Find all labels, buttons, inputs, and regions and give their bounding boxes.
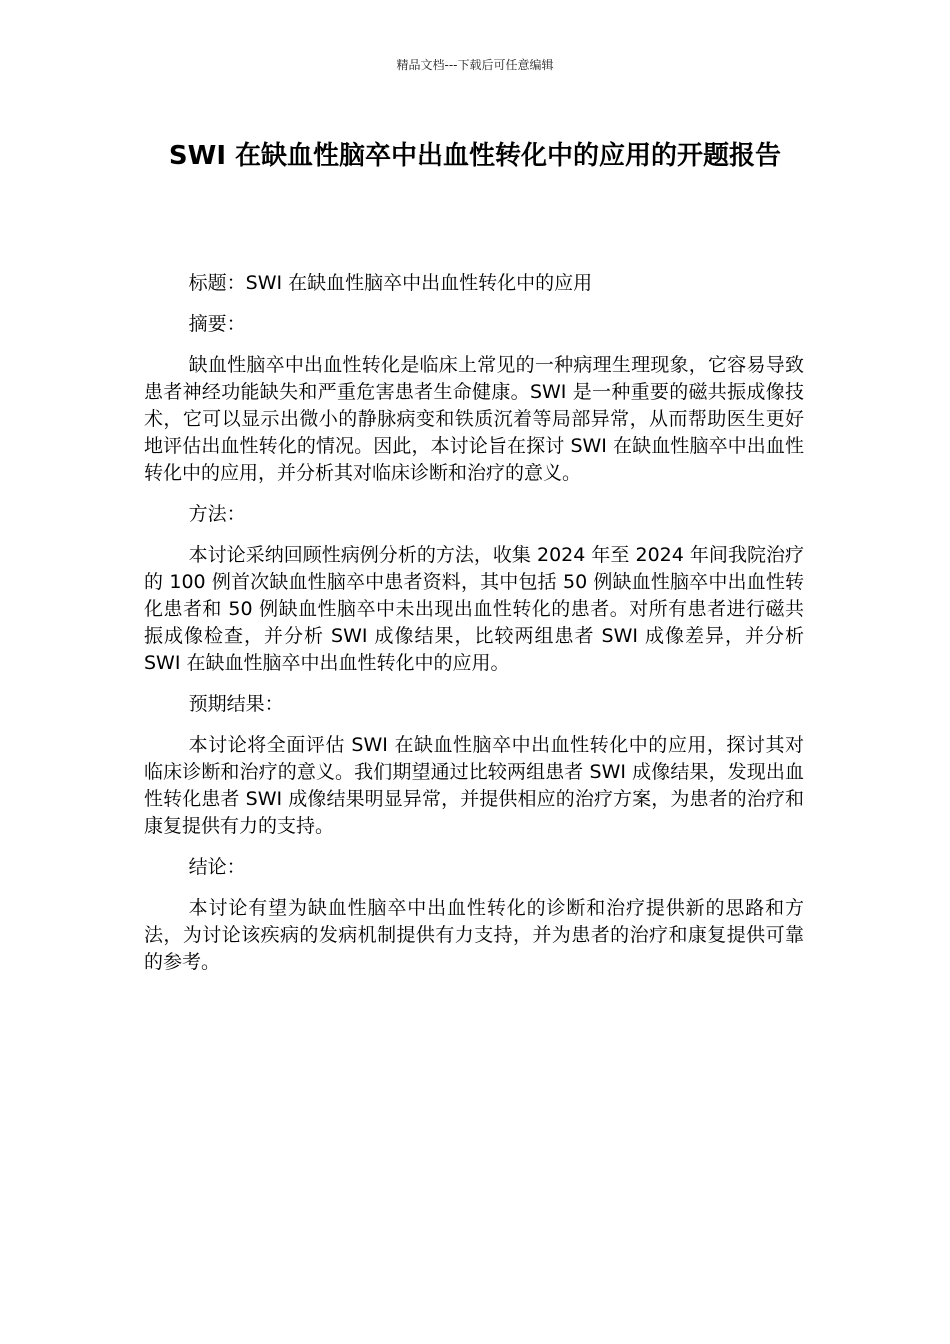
section-body-abstract: 缺血性脑卒中出血性转化是临床上常见的一种病理生理现象，它容易导致患者神经功能缺失和严重危害患者生命健康。SWI 是一种重要的磁共振成像技术，它可以显示出微小的静脉病变和铁质沉着等局部异常，从而帮助医生更好地评估出血性转化的情况。因此，本讨论旨在探讨 SWI 在缺血性脑卒中出血性转化中的应用，并分析其对临床诊断和治疗的意义。 <box>144 354 804 484</box>
subject-line: 标题：SWI 在缺血性脑卒中出血性转化中的应用 <box>188 272 593 294</box>
document-body <box>144 270 804 976</box>
section-body-conclusion: 本讨论有望为缺血性脑卒中出血性转化的诊断和治疗提供新的思路和方法，为讨论该疾病的发病机制提供有力支持，并为患者的治疗和康复提供可靠的参考。 <box>144 897 804 973</box>
page-header-note: 精品文档---下载后可任意编辑 <box>396 58 554 72</box>
document-title: SWI 在缺血性脑卒中出血性转化中的应用的开题报告 <box>168 141 782 171</box>
section-label-expected-results: 预期结果： <box>188 693 284 715</box>
section-label-method: 方法： <box>188 503 246 525</box>
section-label-conclusion: 结论： <box>188 856 246 878</box>
section-label-abstract: 摘要： <box>188 313 246 335</box>
section-body-expected-results: 本讨论将全面评估 SWI 在缺血性脑卒中出血性转化中的应用，探讨其对临床诊断和治疗的意义。我们期望通过比较两组患者 SWI 成像结果，发现出血性转化患者 SWI 成像结果明显异常，并提供相应的治疗方案，为患者的治疗和康复提供有力的支持。 <box>144 734 804 837</box>
section-body-method: 本讨论采纳回顾性病例分析的方法，收集 2024 年至 2024 年间我院治疗的 100 例首次缺血性脑卒中患者资料，其中包括 50 例缺血性脑卒中出血性转化患者和 50 例缺血性脑卒中未出现出血性转化的患者。对所有患者进行磁共振成像检查，并分析 SWI 成像结果，比较两组患者 SWI 成像差异，并分析 SWI 在缺血性脑卒中出血性转化中的应用。 <box>144 544 804 674</box>
